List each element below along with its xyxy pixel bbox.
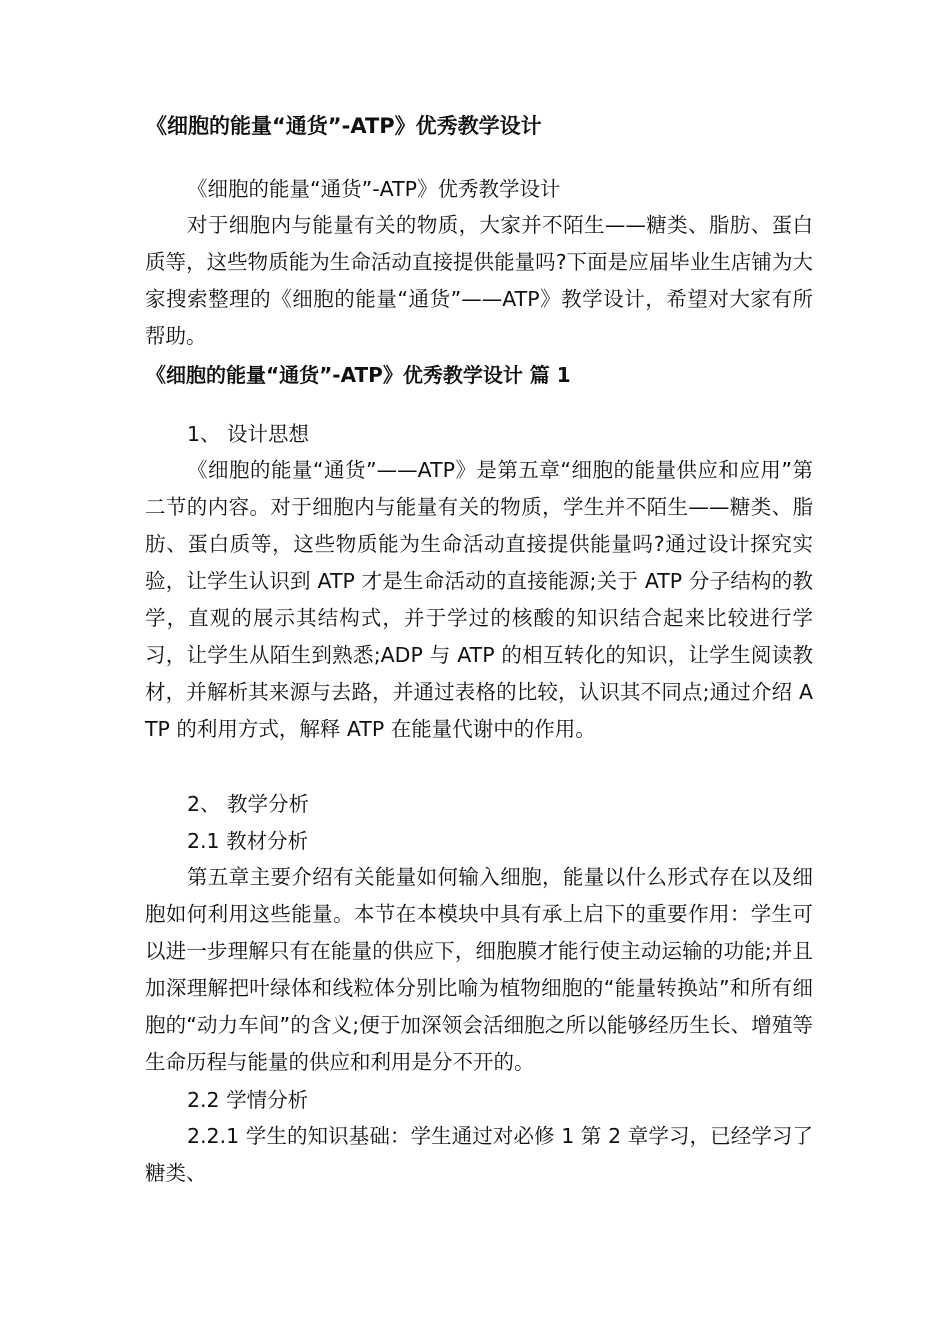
section-heading: 《细胞的能量“通货”-ATP》优秀教学设计 篇 1 (146, 363, 571, 387)
intro-paragraph: 对于细胞内与能量有关的物质，大家并不陌生——糖类、脂肪、蛋白质等，这些物质能为生命活动直接提供能量吗?下面是应届毕业生店铺为大家搜索整理的《细胞的能量“通货”——ATP》教学设计，希望对大家有所帮助。 (145, 213, 813, 348)
heading-textbook-analysis: 2.1 教材分析 (187, 829, 309, 853)
textbook-analysis-paragraph: 第五章主要介绍有关能量如何输入细胞，能量以什么形式存在以及细胞如何利用这些能量。本节在本模块中具有承上启下的重要作用：学生可以进一步理解只有在能量的供应下，细胞膜才能行使主动运输的功能;并且加深理解把叶绿体和线粒体分别比喻为植物细胞的“能量转换站”和所有细胞的“动力车间”的含义;便于加深领会活细胞之所以能够经历生长、增殖等生命历程与能量的供应和利用是分不开的。 (145, 865, 813, 1074)
intro-title: 《细胞的能量“通货”-ATP》优秀教学设计 (187, 177, 561, 201)
heading-design-idea: 1、 设计思想 (187, 422, 310, 446)
student-knowledge-paragraph: 2.2.1 学生的知识基础：学生通过对必修 1 第 2 章学习，已经学习了糖类、 (145, 1124, 813, 1185)
design-idea-paragraph: 《细胞的能量“通货”——ATP》是第五章“细胞的能量供应和应用”第二节的内容。对于细胞内与能量有关的物质，学生并不陌生——糖类、脂肪、蛋白质等，这些物质能为生命活动直接提供能量吗?通过设计探究实验，让学生认识到 ATP 才是生命活动的直接能源;关于 ATP 分子结构的教学，直观的展示其结构式，并于学过的核酸的知识结合起来比较进行学习，让学生从陌生到熟悉;ADP 与 ATP 的相互转化的知识，让学生阅读教材，并解析其来源与去路，并通过表格的比较，认识其不同点;通过介绍 ATP 的利用方式，解释 ATP 在能量代谢中的作用。 (145, 458, 813, 741)
heading-student-analysis: 2.2 学情分析 (187, 1088, 309, 1112)
heading-teaching-analysis: 2、 教学分析 (187, 792, 310, 816)
main-title: 《细胞的能量“通货”-ATP》优秀教学设计 (146, 114, 542, 138)
